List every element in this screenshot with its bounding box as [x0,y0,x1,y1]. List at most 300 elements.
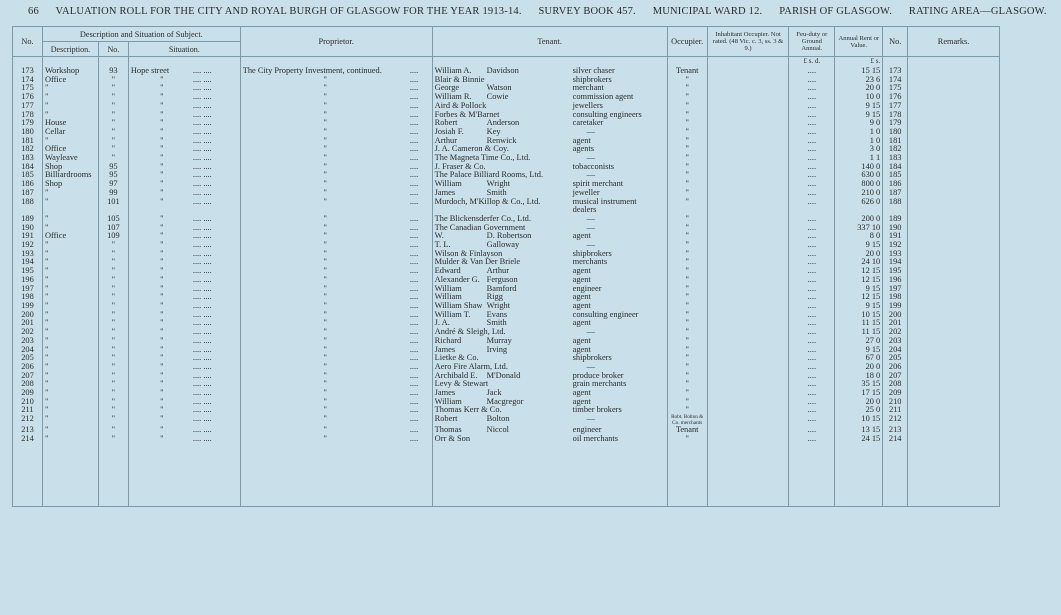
tenant-trade: caretaker [572,118,604,128]
row-description: " [42,189,98,198]
row-number-right: 190 [883,224,908,233]
situation-text: " [160,266,164,276]
tenant-trade: grain merchants [572,379,627,389]
row-occupier: " [667,232,707,241]
row-situation: " .... .... [128,311,240,320]
situation-text: " [160,300,164,310]
row-number-right: 202 [883,328,908,337]
tenant-surname: Macgregor [486,396,524,406]
proprietor-text: " [323,257,327,267]
tenant-trade: shipbrokers [572,353,612,363]
row-situation: " .... .... [128,198,240,215]
row-inhabitant-occupier [707,267,789,276]
situation-text: " [160,370,164,380]
row-number: 185 [13,171,43,180]
row-proprietor: " .... [240,215,432,224]
row-feu-duty: .... [789,328,835,337]
row-street-number: " [98,285,128,294]
tenant-surname: Bolton [486,414,510,424]
row-annual-rent: 25 0 [835,406,883,415]
row-street-number: " [98,76,128,85]
row-tenant [432,380,667,389]
row-description: " [42,250,98,259]
tenant-name: Mulder & Van Der Briele [434,257,521,267]
row-annual-rent: 1 0 [835,137,883,146]
row-annual-rent: 200 0 [835,215,883,224]
row-occupier: Robt. Bolton & Co. merchants [667,415,707,426]
row-number-right: 209 [883,389,908,398]
rating-area: RATING AREA—GLASGOW. [908,6,1047,17]
tenant-surname: Evans [486,309,508,319]
situation-text: " [160,83,164,93]
situation-text: " [160,361,164,371]
tenant-trade: engineer [572,425,602,435]
row-occupier: " [667,398,707,407]
row-situation: " .... .... [128,406,240,415]
tenant-name: J. A. Cameron & Coy. [434,144,509,154]
proprietor-text: " [323,161,327,171]
row-annual-rent: 35 15 [835,380,883,389]
empty-cell [789,444,835,507]
situation-text: " [160,144,164,154]
row-street-number: " [98,426,128,435]
row-description: " [42,285,98,294]
tenant-name: The Palace Billiard Rooms, Ltd. [434,170,544,180]
row-description: " [42,311,98,320]
tenant-surname: Smith [486,187,507,197]
row-tenant [432,337,667,346]
row-number-right: 189 [883,215,908,224]
row-number: 198 [13,293,43,302]
row-number-right: 182 [883,145,908,154]
row-inhabitant-occupier [707,189,789,198]
row-situation: " .... .... [128,128,240,137]
row-remarks [908,102,1000,111]
row-proprietor: " .... [240,93,432,102]
row-street-number: " [98,128,128,137]
row-occupier: " [667,180,707,189]
row-situation: " .... .... [128,119,240,128]
row-tenant [432,276,667,285]
row-number: 180 [13,128,43,137]
proprietor-text: " [323,425,327,435]
row-feu-duty: .... [789,276,835,285]
row-number-right: 176 [883,93,908,102]
row-situation: " .... .... [128,241,240,250]
tenant-name: J. Fraser & Co. [434,161,486,171]
row-proprietor: " .... [240,137,432,146]
row-description: " [42,302,98,311]
proprietor-text: " [323,379,327,389]
row-remarks [908,302,1000,311]
row-street-number: " [98,354,128,363]
proprietor-text: " [323,135,327,145]
row-inhabitant-occupier [707,93,789,102]
row-proprietor: " .... [240,319,432,328]
proprietor-text: " [323,213,327,223]
situation-text: " [160,283,164,293]
row-number-right: 205 [883,354,908,363]
proprietor-text: " [323,126,327,136]
row-inhabitant-occupier [707,137,789,146]
row-description: " [42,415,98,426]
row-number: 194 [13,258,43,267]
row-tenant [432,198,667,215]
row-inhabitant-occupier [707,354,789,363]
row-street-number: 107 [98,224,128,233]
row-inhabitant-occupier [707,171,789,180]
tenant-trade: agent [572,388,591,398]
row-feu-duty: .... [789,171,835,180]
tenant-trade: tobacconists [572,161,615,171]
situation-text: " [160,100,164,110]
row-remarks [908,267,1000,276]
row-occupier: " [667,137,707,146]
row-annual-rent: 12 15 [835,276,883,285]
row-description: " [42,84,98,93]
row-inhabitant-occupier [707,145,789,154]
row-tenant [432,328,667,337]
row-situation: " .... .... [128,224,240,233]
empty-cell [835,444,883,507]
tenant-surname: Wright [486,300,511,310]
row-inhabitant-occupier [707,84,789,93]
situation-text: " [160,433,164,443]
proprietor-text: " [323,179,327,189]
proprietor-text: " [323,405,327,415]
row-number-right: 180 [883,128,908,137]
row-situation: " .... .... [128,328,240,337]
tenant-trade: agent [572,344,591,354]
proprietor-text: " [323,327,327,337]
row-proprietor: " .... [240,145,432,154]
col-inhabitant-occupier: Inhabitant Occupier. Not rated. (48 Vic. c. 3, ss. 3 & 9.) [707,27,789,57]
col-number: No. [98,42,128,57]
situation-text: " [160,161,164,171]
situation-text: " [160,309,164,319]
row-proprietor: " .... [240,102,432,111]
tenant-name: Aero Fire Alarm, Ltd. [434,361,508,371]
proprietor-text: " [323,74,327,84]
row-description: " [42,102,98,111]
situation-text: " [160,405,164,415]
row-feu-duty: .... [789,354,835,363]
row-number: 208 [13,380,43,389]
row-remarks [908,406,1000,415]
row-remarks [908,145,1000,154]
situation-text: " [160,213,164,223]
row-feu-duty: .... [789,145,835,154]
tenant-trade: consulting engineers [572,109,642,119]
row-number: 188 [13,198,43,215]
row-feu-duty: .... [789,232,835,241]
row-occupier: " [667,215,707,224]
row-inhabitant-occupier [707,363,789,372]
col-proprietor: Proprietor. [240,27,432,57]
row-situation: " .... .... [128,398,240,407]
row-occupier: " [667,354,707,363]
row-remarks [908,119,1000,128]
row-number-right: 177 [883,102,908,111]
row-proprietor: " .... [240,128,432,137]
tenant-trade: shipbrokers [572,74,612,84]
row-number-right: 208 [883,380,908,389]
row-situation: " .... .... [128,145,240,154]
proprietor-text: " [323,187,327,197]
row-description: " [42,111,98,120]
tenant-name: André & Sleigh, Ltd. [434,327,506,337]
proprietor-text: " [323,388,327,398]
row-number: 189 [13,215,43,224]
tenant-name: The Blickensderfer Co., Ltd. [434,213,531,223]
col-description: Description. [42,42,98,57]
row-street-number: " [98,406,128,415]
row-street-number: " [98,328,128,337]
row-feu-duty: .... [789,267,835,276]
row-proprietor: " .... [240,426,432,435]
row-tenant [432,111,667,120]
row-description: Shop [42,180,98,189]
tenant-surname: Watson [486,83,512,93]
tenant-name: William [434,283,462,293]
row-number: 212 [13,415,43,426]
situation-text: " [160,126,164,136]
row-inhabitant-occupier [707,241,789,250]
situation-text: " [160,292,164,302]
row-proprietor: " .... [240,276,432,285]
row-annual-rent: 17 15 [835,389,883,398]
row-remarks [908,111,1000,120]
tenant-surname: Bamford [486,283,517,293]
row-number: 201 [13,319,43,328]
row-description: " [42,346,98,355]
tenant-name: The Canadian Government [434,222,526,232]
row-annual-rent: 9 0 [835,119,883,128]
row-description: " [42,215,98,224]
row-number: 210 [13,398,43,407]
row-feu-duty: .... [789,198,835,215]
situation-text: " [160,379,164,389]
row-inhabitant-occupier [707,258,789,267]
row-remarks [908,354,1000,363]
tenant-trade: jeweller [572,187,600,197]
row-annual-rent: 9 15 [835,102,883,111]
row-number: 199 [13,302,43,311]
situation-text: " [160,109,164,119]
row-situation: " .... .... [128,285,240,294]
row-remarks [908,311,1000,320]
empty-cell [13,444,43,507]
row-situation: " .... .... [128,258,240,267]
row-street-number: " [98,276,128,285]
proprietor-text: " [323,118,327,128]
row-proprietor: " .... [240,171,432,180]
row-annual-rent: 10 0 [835,93,883,102]
row-number: 204 [13,346,43,355]
row-street-number: 97 [98,180,128,189]
row-proprietor: " .... [240,224,432,233]
row-inhabitant-occupier [707,111,789,120]
tenant-trade: agent [572,274,591,284]
row-description: " [42,389,98,398]
valuation-roll-table [12,26,1000,507]
row-number-right: 178 [883,111,908,120]
row-occupier: " [667,119,707,128]
tenant-trade: timber brokers [572,405,622,415]
row-street-number: " [98,346,128,355]
tenant-name: Levy & Stewart [434,379,489,389]
row-street-number: 109 [98,232,128,241]
row-feu-duty: .... [789,426,835,435]
row-feu-duty: .... [789,406,835,415]
row-occupier: " [667,224,707,233]
row-annual-rent: 12 15 [835,293,883,302]
row-feu-duty: .... [789,76,835,85]
row-inhabitant-occupier [707,406,789,415]
row-street-number: " [98,302,128,311]
row-remarks [908,293,1000,302]
tenant-name: Alexander G. [434,274,480,284]
row-inhabitant-occupier [707,372,789,381]
row-number-right: 185 [883,171,908,180]
situation-text: " [160,353,164,363]
row-situation: " .... .... [128,337,240,346]
row-number-right: 197 [883,285,908,294]
row-situation: " .... .... [128,435,240,444]
tenant-name: T. L. [434,240,451,250]
row-annual-rent: 1 0 [835,128,883,137]
row-number: 181 [13,137,43,146]
row-number: 207 [13,372,43,381]
row-inhabitant-occupier [707,250,789,259]
proprietor-text: " [323,292,327,302]
row-street-number: " [98,398,128,407]
row-proprietor: " .... [240,189,432,198]
row-situation: " .... .... [128,389,240,398]
tenant-name: Aird & Pollock [434,100,487,110]
proprietor-text: " [323,353,327,363]
row-number-right: 206 [883,363,908,372]
tenant-trade: agent [572,335,591,345]
row-tenant [432,171,667,180]
row-feu-duty: .... [789,319,835,328]
proprietor-text: " [323,170,327,180]
row-situation: " .... .... [128,137,240,146]
row-annual-rent: 140 0 [835,163,883,172]
row-remarks [908,76,1000,85]
tenant-name: Forbes & M'Barnet [434,109,500,119]
row-inhabitant-occupier [707,337,789,346]
row-proprietor: " .... [240,415,432,426]
tenant-trade: — [586,414,596,424]
row-number: 214 [13,435,43,444]
row-number-right: 192 [883,241,908,250]
proprietor-text: " [323,433,327,443]
proprietor-text: " [323,100,327,110]
page-number: 66 [28,6,39,17]
row-proprietor: " .... [240,346,432,355]
row-proprietor: " .... [240,435,432,444]
row-description: Shop [42,163,98,172]
row-number-right: 191 [883,232,908,241]
row-number: 191 [13,232,43,241]
row-number-right: 187 [883,189,908,198]
row-situation: " .... .... [128,163,240,172]
row-annual-rent: 626 0 [835,198,883,215]
empty-cell [128,444,240,507]
row-street-number: " [98,389,128,398]
row-proprietor: " .... [240,328,432,337]
row-tenant [432,435,667,444]
row-description: " [42,380,98,389]
row-street-number: " [98,145,128,154]
row-number: 177 [13,102,43,111]
row-situation: " .... .... [128,189,240,198]
row-situation: " .... .... [128,346,240,355]
row-proprietor: " .... [240,180,432,189]
row-street-number: " [98,415,128,426]
row-description: " [42,328,98,337]
row-remarks [908,232,1000,241]
tenant-surname: Ferguson [486,274,518,284]
row-occupier: " [667,372,707,381]
row-street-number: " [98,258,128,267]
row-proprietor: " .... [240,354,432,363]
proprietor-text: " [323,266,327,276]
row-proprietor: " .... [240,380,432,389]
row-street-number: 99 [98,189,128,198]
row-inhabitant-occupier [707,380,789,389]
empty-cell [432,444,667,507]
proprietor-text: " [323,144,327,154]
row-situation: " .... .... [128,232,240,241]
row-number-right: 200 [883,311,908,320]
row-remarks [908,319,1000,328]
row-annual-rent: 24 15 [835,435,883,444]
row-number: 195 [13,267,43,276]
row-proprietor: " .... [240,363,432,372]
row-feu-duty: .... [789,398,835,407]
row-feu-duty: .... [789,380,835,389]
row-street-number: " [98,337,128,346]
row-inhabitant-occupier [707,76,789,85]
empty-cell [707,444,789,507]
situation-text: " [160,231,164,241]
proprietor-text: " [323,318,327,328]
tenant-surname: D. Robertson [486,231,532,241]
row-number: 213 [13,426,43,435]
empty-cell [42,444,98,507]
row-occupier: " [667,435,707,444]
row-number: 178 [13,111,43,120]
row-number: 174 [13,76,43,85]
tenant-trade: agent [572,300,591,310]
row-number-right: 188 [883,198,908,215]
row-remarks [908,372,1000,381]
row-remarks [908,389,1000,398]
row-street-number: " [98,137,128,146]
row-occupier: " [667,302,707,311]
row-annual-rent: 11 15 [835,328,883,337]
row-street-number: " [98,111,128,120]
row-occupier: " [667,319,707,328]
tenant-surname: Renwick [486,135,517,145]
row-feu-duty: .... [789,435,835,444]
row-street-number: " [98,435,128,444]
tenant-name: William R. [434,92,472,102]
row-number-right: 183 [883,154,908,163]
row-inhabitant-occupier [707,119,789,128]
